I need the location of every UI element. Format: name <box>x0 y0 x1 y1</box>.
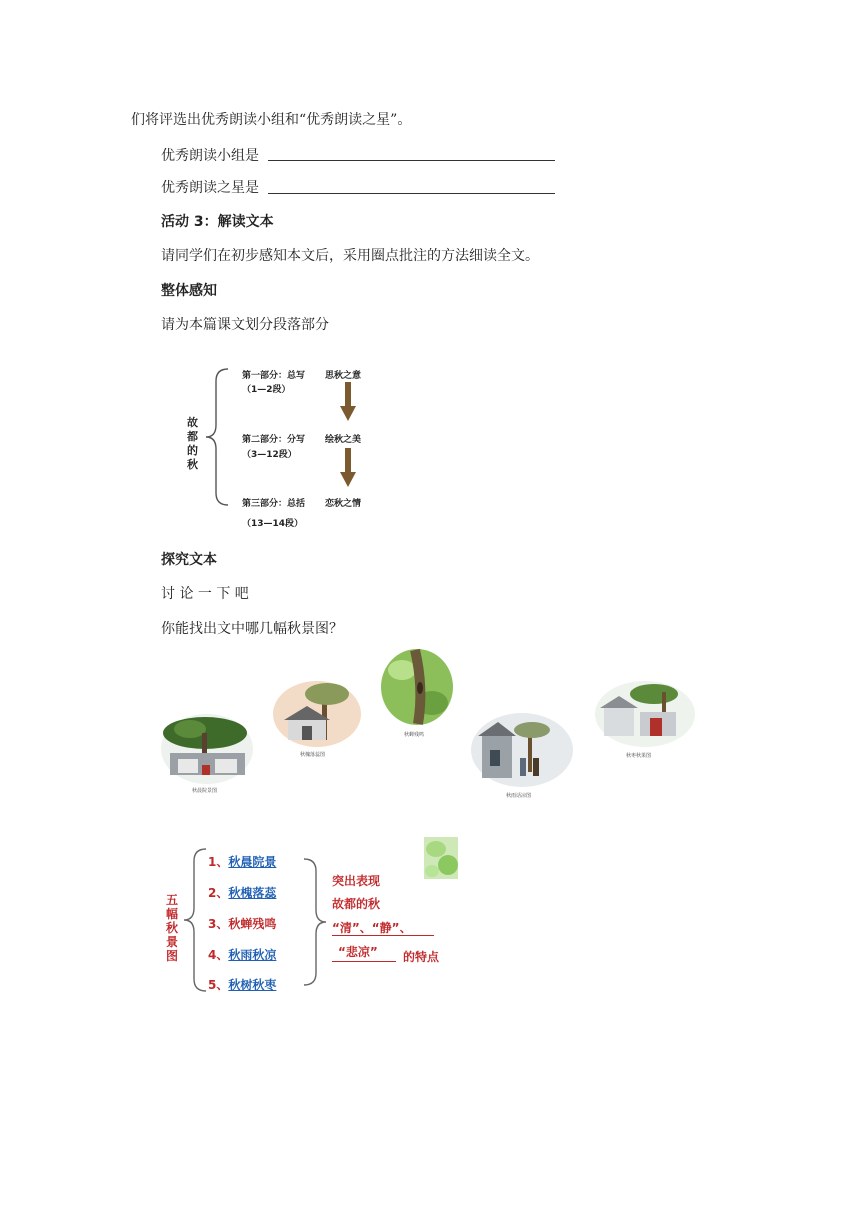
structure-brace <box>202 367 232 507</box>
part1-range: （1—2段） <box>242 385 291 395</box>
part3-theme: 恋秋之情 <box>325 499 362 509</box>
scene-name-link[interactable]: 秋槐落蕊 <box>228 886 277 900</box>
summary-line-1: 突出表现 <box>332 874 381 888</box>
scene-caption: 秋槐落蕊图 <box>300 752 326 758</box>
structure-vertical-title <box>187 416 199 472</box>
part1-theme: 思秋之意 <box>325 371 362 381</box>
scene-item-3 <box>208 915 276 932</box>
scene-name-link[interactable]: 秋雨秋凉 <box>228 948 277 962</box>
separator: 、 <box>359 921 372 935</box>
scene-item-1[interactable] <box>208 853 276 870</box>
summary-underline <box>332 961 396 962</box>
overall-desc: 请为本篇课文划分段落部分 <box>161 317 329 333</box>
scene-num: 2、 <box>208 886 229 900</box>
activity3-title: 活动 3：解读文本 <box>161 214 274 230</box>
scene-num: 5、 <box>208 978 229 992</box>
scene-name-link[interactable]: 秋晨院景 <box>228 855 277 869</box>
summary-underline <box>332 935 434 936</box>
arrow-down-icon <box>340 382 356 422</box>
scene-name: 秋蝉残鸣 <box>228 917 277 931</box>
quote-jing: “静” <box>371 921 400 935</box>
structure-diagram <box>180 362 380 532</box>
title-char: 图 <box>166 949 179 963</box>
explore-title: 探究文本 <box>161 552 217 568</box>
scene-caption: 秋晨院景图 <box>192 788 218 794</box>
part3-label: 第三部分：总括 <box>242 499 306 509</box>
title-char: 都 <box>187 430 198 443</box>
title-char: 的 <box>187 444 198 457</box>
title-char: 景 <box>166 935 179 949</box>
activity3-desc: 请同学们在初步感知本文后，采用圈点批注的方法细读全文。 <box>161 248 539 264</box>
overall-title: 整体感知 <box>161 283 217 299</box>
quote-beiliang: “悲凉” <box>338 945 378 959</box>
scene-item-2[interactable] <box>208 884 276 901</box>
scene-num: 1、 <box>208 855 229 869</box>
title-char: 故 <box>187 416 198 429</box>
summary-suffix: 的特点 <box>403 950 440 964</box>
part1-label: 第一部分：总写 <box>242 371 306 381</box>
scene-cicada-image <box>380 648 455 743</box>
scene-locust-image <box>272 680 362 765</box>
part2-theme: 绘秋之美 <box>325 435 362 445</box>
five-scenes-vertical-title <box>166 893 178 963</box>
scene-num: 4、 <box>208 948 229 962</box>
scene-item-4[interactable] <box>208 946 276 963</box>
five-scenes-diagram <box>160 835 470 995</box>
arrow-down-icon <box>340 448 356 488</box>
separator: 、 <box>399 921 412 935</box>
group-answer-blank[interactable] <box>268 160 555 161</box>
scene-caption: 秋蝉残鸣 <box>404 732 425 738</box>
scene-name-link[interactable]: 秋树秋枣 <box>228 978 277 992</box>
question-line: 你能找出文中哪几幅秋景图？ <box>161 621 343 637</box>
quote-qing: “清” <box>332 921 360 935</box>
scene-num: 3、 <box>208 917 229 931</box>
part2-range: （3—12段） <box>242 450 297 460</box>
title-char: 五 <box>166 893 179 907</box>
five-scenes-left-brace <box>180 847 210 993</box>
leaf-thumbnail-image <box>424 837 458 879</box>
star-label: 优秀朗读之星是 <box>161 180 259 196</box>
scene-jujube-image <box>594 680 696 765</box>
summary-quotes <box>332 919 412 936</box>
scene-rain-image <box>470 712 575 802</box>
five-scenes-right-brace <box>300 857 330 987</box>
scene-caption: 秋枣秋果图 <box>626 753 652 759</box>
title-char: 秋 <box>187 458 198 471</box>
scene-courtyard-image <box>160 713 255 798</box>
title-char: 幅 <box>166 907 179 921</box>
scene-item-5[interactable] <box>208 976 276 993</box>
star-answer-blank[interactable] <box>268 193 555 194</box>
scene-caption: 秋雨话凉图 <box>506 793 532 799</box>
title-char: 秋 <box>166 921 179 935</box>
group-label: 优秀朗读小组是 <box>161 148 259 164</box>
part2-label: 第二部分：分写 <box>242 435 306 445</box>
discuss-line: 讨 论 一 下 吧 <box>161 586 249 602</box>
summary-line-2: 故都的秋 <box>332 897 381 911</box>
intro-line: 们将评选出优秀朗读小组和“优秀朗读之星”。 <box>131 112 412 128</box>
part3-range: （13—14段） <box>242 519 304 529</box>
